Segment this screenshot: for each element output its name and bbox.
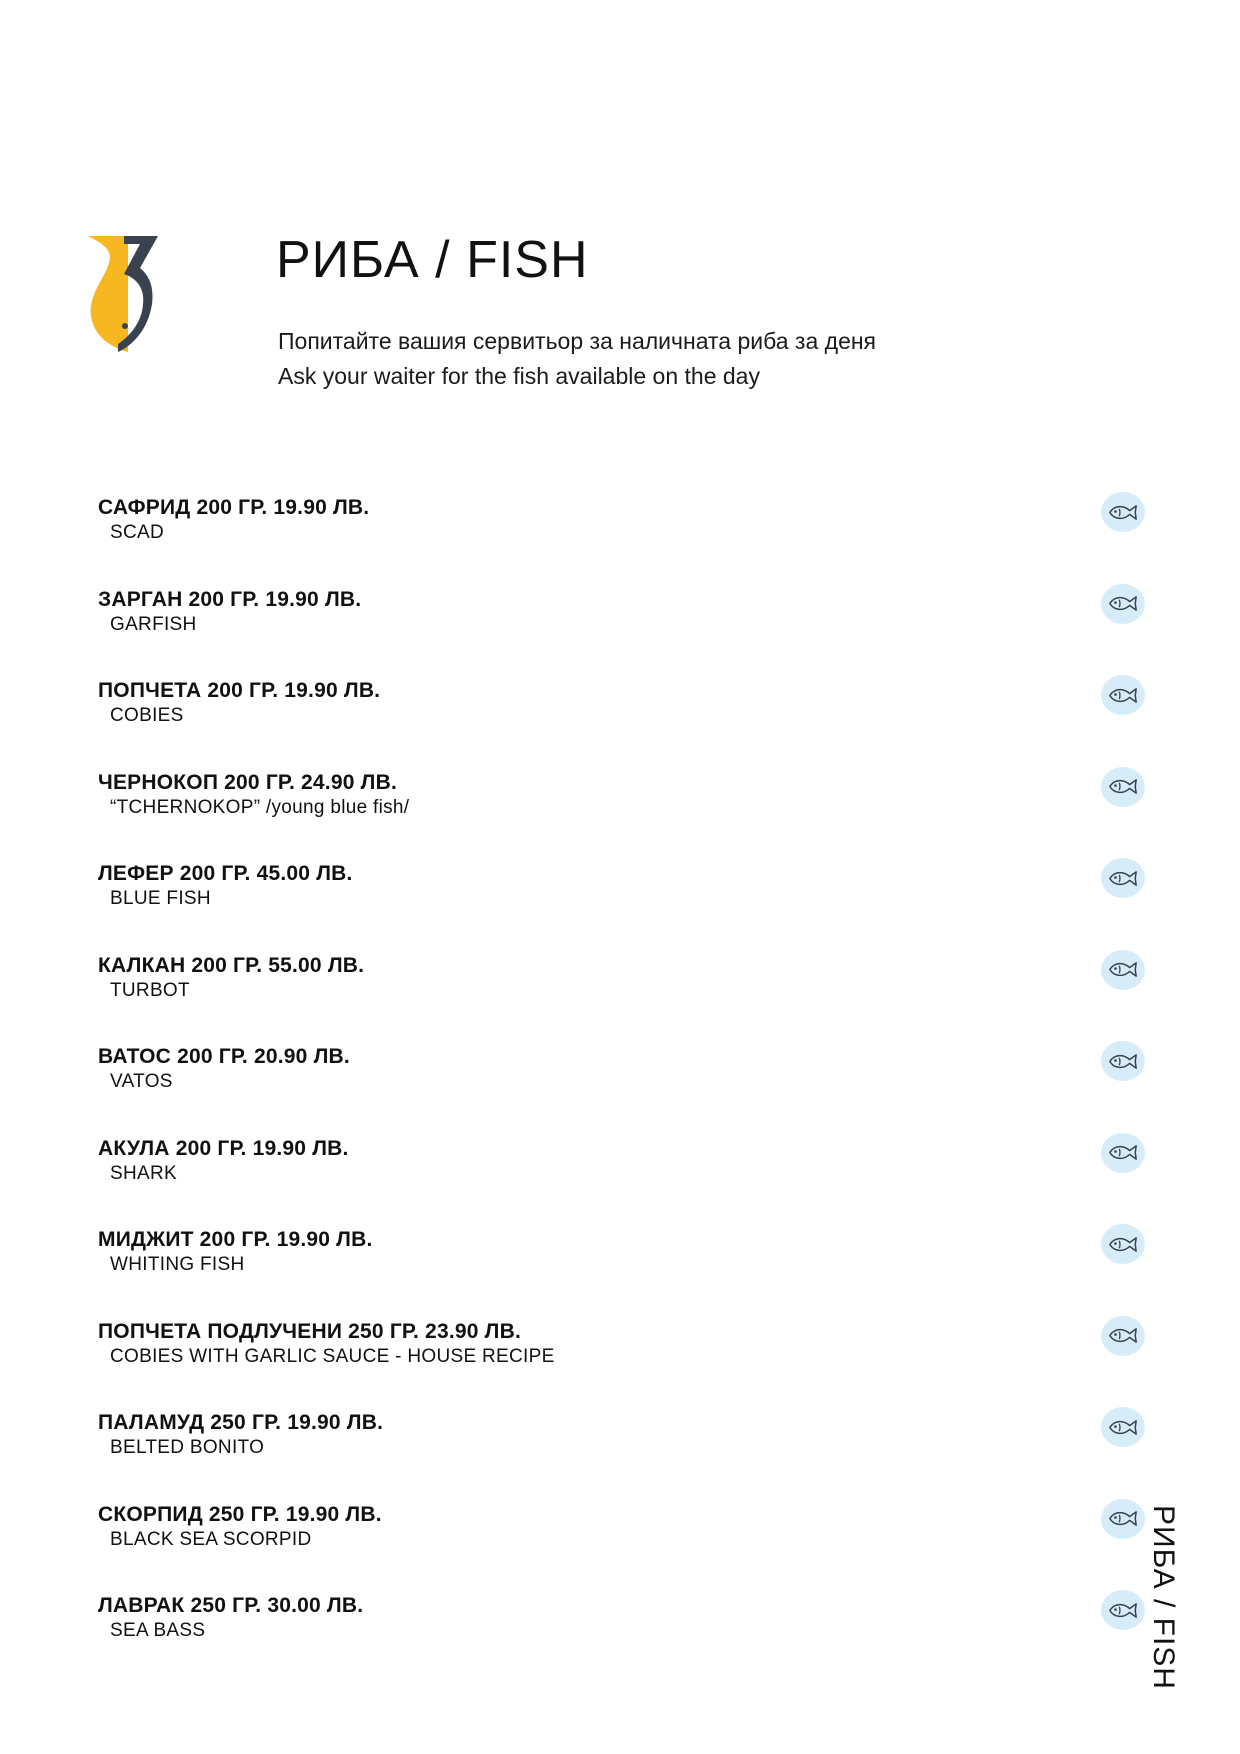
fish-logo-icon bbox=[88, 236, 158, 352]
menu-item-name: САФРИД 200 ГР. 19.90 ЛВ. bbox=[98, 496, 370, 519]
subtitle-english: Ask your waiter for the fish available on the day bbox=[278, 363, 760, 389]
menu-item-english-name: SCAD bbox=[110, 522, 164, 543]
menu-item-english-name: SEA BASS bbox=[110, 1620, 206, 1641]
fish-icon bbox=[1101, 1041, 1145, 1081]
menu-item-name: ЧЕРНОКОП 200 ГР. 24.90 ЛВ. bbox=[98, 770, 397, 794]
menu-item-name: МИДЖИТ 200 ГР. 19.90 ЛВ. bbox=[98, 1228, 373, 1251]
fish-icon bbox=[1101, 950, 1145, 990]
menu-item-name: ПАЛАМУД 250 ГР. 19.90 ЛВ. bbox=[98, 1411, 384, 1434]
menu-item-english-name: VATOS bbox=[110, 1071, 173, 1092]
menu-item-name: ПОПЧЕТА ПОДЛУЧЕНИ 250 ГР. 23.90 ЛВ. bbox=[98, 1319, 521, 1343]
subtitle-bulgarian: Попитайте вашия сервитьор за наличната риба за деня bbox=[278, 328, 877, 354]
menu-item-english-name: BLUE FISH bbox=[110, 888, 211, 909]
side-title: РИБА / FISH bbox=[1147, 1505, 1180, 1690]
menu-item bbox=[98, 492, 1158, 584]
menu-item bbox=[98, 1224, 1158, 1316]
menu-item-name: ВАТОС 200 ГР. 20.90 ЛВ. bbox=[98, 1045, 350, 1068]
fish-icon bbox=[1101, 1316, 1145, 1356]
menu-item-english-name: BLACK SEA SCORPID bbox=[110, 1528, 312, 1550]
menu-item-english-name: TURBOT bbox=[110, 979, 190, 1001]
menu-item-english-name: “TCHERNOKOP” /young blue fish/ bbox=[110, 796, 410, 818]
page-title: РИБА / FISH bbox=[276, 231, 589, 289]
menu-item-name: ЛАВРАК 250 ГР. 30.00 ЛВ. bbox=[98, 1594, 364, 1617]
menu-item-english-name: GARFISH bbox=[110, 613, 197, 635]
menu-item-english-name: COBIES bbox=[110, 705, 184, 726]
menu-item-name: АКУЛА 200 ГР. 19.90 ЛВ. bbox=[98, 1136, 349, 1160]
menu-item-name: КАЛКАН 200 ГР. 55.00 ЛВ. bbox=[98, 953, 365, 977]
menu-item-english-name: SHARK bbox=[110, 1162, 177, 1184]
fish-icon bbox=[1101, 492, 1145, 532]
menu-item-english-name: BELTED BONITO bbox=[110, 1437, 265, 1458]
menu-item bbox=[98, 1133, 1158, 1225]
fish-icon bbox=[1101, 1224, 1145, 1264]
menu-item bbox=[98, 858, 1158, 950]
menu-item-name: ЛЕФЕР 200 ГР. 45.00 ЛВ. bbox=[98, 862, 353, 885]
menu-item bbox=[98, 767, 1158, 859]
menu-item bbox=[98, 1407, 1158, 1499]
menu-item bbox=[98, 1499, 1158, 1591]
fish-icon bbox=[1101, 858, 1145, 898]
menu-item-name: ЗАРГАН 200 ГР. 19.90 ЛВ. bbox=[98, 587, 362, 611]
menu-item-name: СКОРПИД 250 ГР. 19.90 ЛВ. bbox=[98, 1502, 382, 1526]
menu-item bbox=[98, 950, 1158, 1042]
menu-item-english-name: WHITING FISH bbox=[110, 1254, 245, 1275]
fish-icon bbox=[1101, 1407, 1145, 1447]
fish-icon bbox=[1101, 1133, 1145, 1173]
menu-item bbox=[98, 675, 1158, 767]
menu-item bbox=[98, 1590, 1158, 1682]
menu-item bbox=[98, 1041, 1158, 1133]
menu-item-name: ПОПЧЕТА 200 ГР. 19.90 ЛВ. bbox=[98, 679, 381, 702]
menu-item bbox=[98, 1316, 1158, 1408]
menu-item bbox=[98, 584, 1158, 676]
fish-icon bbox=[1101, 584, 1145, 624]
fish-icon bbox=[1101, 1590, 1145, 1630]
menu-item-english-name: COBIES WITH GARLIC SAUCE - HOUSE RECIPE bbox=[110, 1345, 555, 1367]
fish-icon bbox=[1101, 1499, 1145, 1539]
fish-menu-list bbox=[98, 492, 1158, 1682]
fish-icon bbox=[1101, 767, 1145, 807]
fish-icon bbox=[1101, 675, 1145, 715]
